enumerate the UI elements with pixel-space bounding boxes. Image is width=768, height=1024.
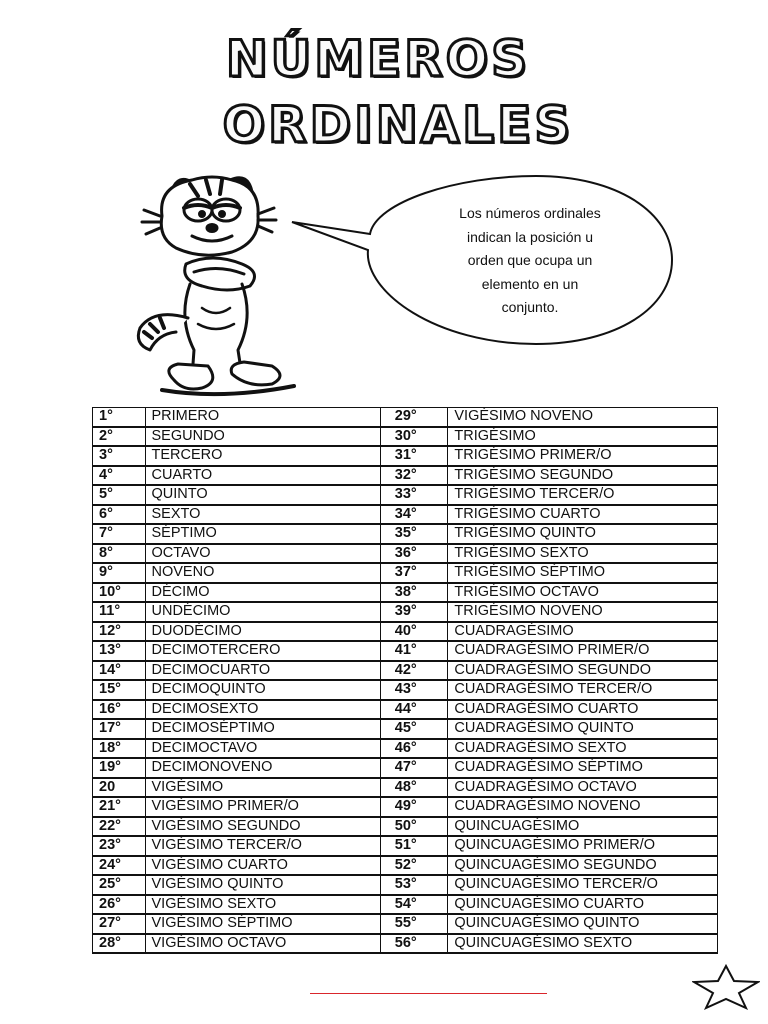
ordinal-number: 30°: [380, 427, 448, 447]
ordinal-word: DECIMOQUINTO: [145, 680, 380, 700]
ordinal-number: 1°: [93, 408, 146, 427]
bubble-line: Los números ordinales: [459, 205, 601, 221]
ordinal-word: DÉCIMO: [145, 583, 380, 603]
ordinal-word: TRIGÉSIMO TERCER/O: [448, 485, 718, 505]
ordinal-word: CUADRAGÉSIMO CUARTO: [448, 700, 718, 720]
ordinal-word: TRIGÉSIMO QUINTO: [448, 524, 718, 544]
ordinal-word: SÉPTIMO: [145, 524, 380, 544]
ordinal-number: 42°: [380, 661, 448, 681]
ordinal-word: CUADRAGÉSIMO SEXTO: [448, 739, 718, 759]
ordinal-number: 44°: [380, 700, 448, 720]
ordinal-number: 9°: [93, 563, 146, 583]
ordinal-number: 47°: [380, 758, 448, 778]
table-row: [93, 719, 718, 739]
ordinal-word: CUARTO: [145, 466, 380, 486]
ordinal-word: QUINTO: [145, 485, 380, 505]
ordinal-word: DUODÉCIMO: [145, 622, 380, 642]
ordinal-word: CUADRAGÉSIMO QUINTO: [448, 719, 718, 739]
ordinal-number: 20: [93, 778, 146, 798]
ordinal-number: 36°: [380, 544, 448, 564]
ordinal-word: VIGÉSIMO SÉPTIMO: [145, 914, 380, 934]
ordinal-word: SEXTO: [145, 505, 380, 525]
ordinal-word: VIGÉSIMO SEXTO: [145, 895, 380, 915]
ordinal-number: 49°: [380, 797, 448, 817]
table-row: [93, 485, 718, 505]
table-row: [93, 895, 718, 915]
ordinal-number: 34°: [380, 505, 448, 525]
ordinal-number: 37°: [380, 563, 448, 583]
ordinal-number: 41°: [380, 641, 448, 661]
ordinal-number: 13°: [93, 641, 146, 661]
ordinal-number: 8°: [93, 544, 146, 564]
ordinal-word: QUINCUAGÉSIMO SEGUNDO: [448, 856, 718, 876]
ordinal-number: 6°: [93, 505, 146, 525]
ordinal-word: TRIGÉSIMO PRIMER/O: [448, 446, 718, 466]
ordinal-word: DECIMOCTAVO: [145, 739, 380, 759]
ordinal-word: CUADRAGÉSIMO PRIMER/O: [448, 641, 718, 661]
ordinal-number: 38°: [380, 583, 448, 603]
ordinal-number: 33°: [380, 485, 448, 505]
ordinal-word: QUINCUAGÉSIMO TERCER/O: [448, 875, 718, 895]
ordinal-word: OCTAVO: [145, 544, 380, 564]
ordinal-number: 43°: [380, 680, 448, 700]
ordinal-number: 39°: [380, 602, 448, 622]
ordinal-number: 23°: [93, 836, 146, 856]
ordinal-word: TRIGÉSIMO SEXTO: [448, 544, 718, 564]
ordinal-word: PRIMERO: [145, 408, 380, 427]
ordinal-word: TRIGÉSIMO NOVENO: [448, 602, 718, 622]
ordinal-number: 7°: [93, 524, 146, 544]
ordinal-number: 17°: [93, 719, 146, 739]
table-row: [93, 505, 718, 525]
ordinal-word: CUADRAGÉSIMO: [448, 622, 718, 642]
title-line-2: ORDINALES: [222, 96, 574, 154]
table-row: [93, 934, 718, 954]
bubble-text: [455, 202, 605, 320]
ordinal-word: SEGUNDO: [145, 427, 380, 447]
star-icon: [692, 964, 760, 1010]
table-row: [93, 466, 718, 486]
ordinal-word: TRIGÉSIMO CUARTO: [448, 505, 718, 525]
ordinal-word: TRIGÉSIMO SEGUNDO: [448, 466, 718, 486]
ordinal-number: 48°: [380, 778, 448, 798]
ordinal-word: DECIMOSÉPTIMO: [145, 719, 380, 739]
ordinal-word: CUADRAGÉSIMO SÉPTIMO: [448, 758, 718, 778]
ordinal-number: 56°: [380, 934, 448, 954]
table-row: [93, 875, 718, 895]
table-row: [93, 778, 718, 798]
ordinal-number: 27°: [93, 914, 146, 934]
ordinal-number: 3°: [93, 446, 146, 466]
table-row: [93, 661, 718, 681]
ordinals-table-body: [93, 408, 718, 954]
ordinal-word: CUADRAGÉSIMO OCTAVO: [448, 778, 718, 798]
ordinal-word: CUADRAGÉSIMO NOVENO: [448, 797, 718, 817]
ordinal-number: 24°: [93, 856, 146, 876]
ordinal-word: CUADRAGÉSIMO SEGUNDO: [448, 661, 718, 681]
ordinal-word: QUINCUAGÉSIMO SEXTO: [448, 934, 718, 954]
ordinal-number: 19°: [93, 758, 146, 778]
bubble-line: orden que ocupa un: [467, 252, 593, 268]
ordinal-word: TERCERO: [145, 446, 380, 466]
table-row: [93, 524, 718, 544]
ordinal-word: TRIGÉSIMO: [448, 427, 718, 447]
ordinal-word: CUADRAGÉSIMO TERCER/O: [448, 680, 718, 700]
ordinals-table: [92, 407, 718, 954]
ordinal-word: VIGÉSIMO CUARTO: [145, 856, 380, 876]
ordinal-word: DECIMOSEXTO: [145, 700, 380, 720]
table-row: [93, 446, 718, 466]
table-row: [93, 680, 718, 700]
ordinal-word: DECIMOCUARTO: [145, 661, 380, 681]
table-row: [93, 544, 718, 564]
table-row: [93, 817, 718, 837]
bubble-line: elemento en un: [481, 275, 579, 292]
ordinal-number: 50°: [380, 817, 448, 837]
ordinal-word: QUINCUAGÉSIMO QUINTO: [448, 914, 718, 934]
ordinal-word: TRIGÉSIMO SÉPTIMO: [448, 563, 718, 583]
ordinal-word: QUINCUAGÉSIMO PRIMER/O: [448, 836, 718, 856]
ordinal-number: 31°: [380, 446, 448, 466]
ordinal-number: 18°: [93, 739, 146, 759]
table-row: [93, 563, 718, 583]
ordinal-word: QUINCUAGÉSIMO CUARTO: [448, 895, 718, 915]
table-row: [93, 739, 718, 759]
ordinal-number: 52°: [380, 856, 448, 876]
ordinal-number: 28°: [93, 934, 146, 954]
ordinal-word: VIGÉSIMO SEGUNDO: [145, 817, 380, 837]
ordinal-number: 16°: [93, 700, 146, 720]
ordinal-word: DECIMONOVENO: [145, 758, 380, 778]
table-row: [93, 427, 718, 447]
table-row: [93, 836, 718, 856]
ordinal-number: 15°: [93, 680, 146, 700]
table-row: [93, 602, 718, 622]
ordinal-number: 12°: [93, 622, 146, 642]
ordinal-number: 32°: [380, 466, 448, 486]
ordinal-word: VIGÉSIMO TERCER/O: [145, 836, 380, 856]
ordinal-number: 54°: [380, 895, 448, 915]
table-row: [93, 583, 718, 603]
ordinal-word: VIGÉSIMO OCTAVO: [145, 934, 380, 954]
ordinal-number: 45°: [380, 719, 448, 739]
table-row: [93, 641, 718, 661]
ordinal-word: QUINCUAGÉSIMO: [448, 817, 718, 837]
ordinal-number: 29°: [380, 408, 448, 427]
ordinal-word: VIGÉSIMO: [145, 778, 380, 798]
table-row: [93, 797, 718, 817]
ordinal-word: TRIGÉSIMO OCTAVO: [448, 583, 718, 603]
ordinal-number: 14°: [93, 661, 146, 681]
ordinal-number: 21°: [93, 797, 146, 817]
ordinal-number: 55°: [380, 914, 448, 934]
ordinal-number: 51°: [380, 836, 448, 856]
ordinal-word: VIGÉSIMO PRIMER/O: [145, 797, 380, 817]
bubble-line: conjunto.: [501, 299, 559, 315]
ordinal-number: 26°: [93, 895, 146, 915]
table-row: [93, 856, 718, 876]
bubble-line: indican la posición u: [466, 228, 594, 245]
ordinal-word: UNDÉCIMO: [145, 602, 380, 622]
ordinal-number: 25°: [93, 875, 146, 895]
ordinal-number: 4°: [93, 466, 146, 486]
table-row: [93, 622, 718, 642]
ordinal-number: 46°: [380, 739, 448, 759]
ordinal-number: 53°: [380, 875, 448, 895]
ordinal-number: 35°: [380, 524, 448, 544]
ordinal-number: 10°: [93, 583, 146, 603]
cartoon-cat-icon: [132, 168, 307, 398]
ordinal-number: 22°: [93, 817, 146, 837]
ordinal-number: 2°: [93, 427, 146, 447]
ordinal-number: 40°: [380, 622, 448, 642]
ordinal-number: 5°: [93, 485, 146, 505]
footer-divider: [310, 993, 547, 994]
ordinal-word: VIGÉSIMO NOVENO: [448, 408, 718, 427]
ordinal-word: NOVENO: [145, 563, 380, 583]
table-row: [93, 408, 718, 427]
title-line-1: NÚMEROS: [225, 30, 531, 88]
table-row: [93, 700, 718, 720]
ordinal-number: 11°: [93, 602, 146, 622]
ordinal-word: VIGÉSIMO QUINTO: [145, 875, 380, 895]
table-row: [93, 758, 718, 778]
ordinal-word: DECIMOTERCERO: [145, 641, 380, 661]
table-row: [93, 914, 718, 934]
